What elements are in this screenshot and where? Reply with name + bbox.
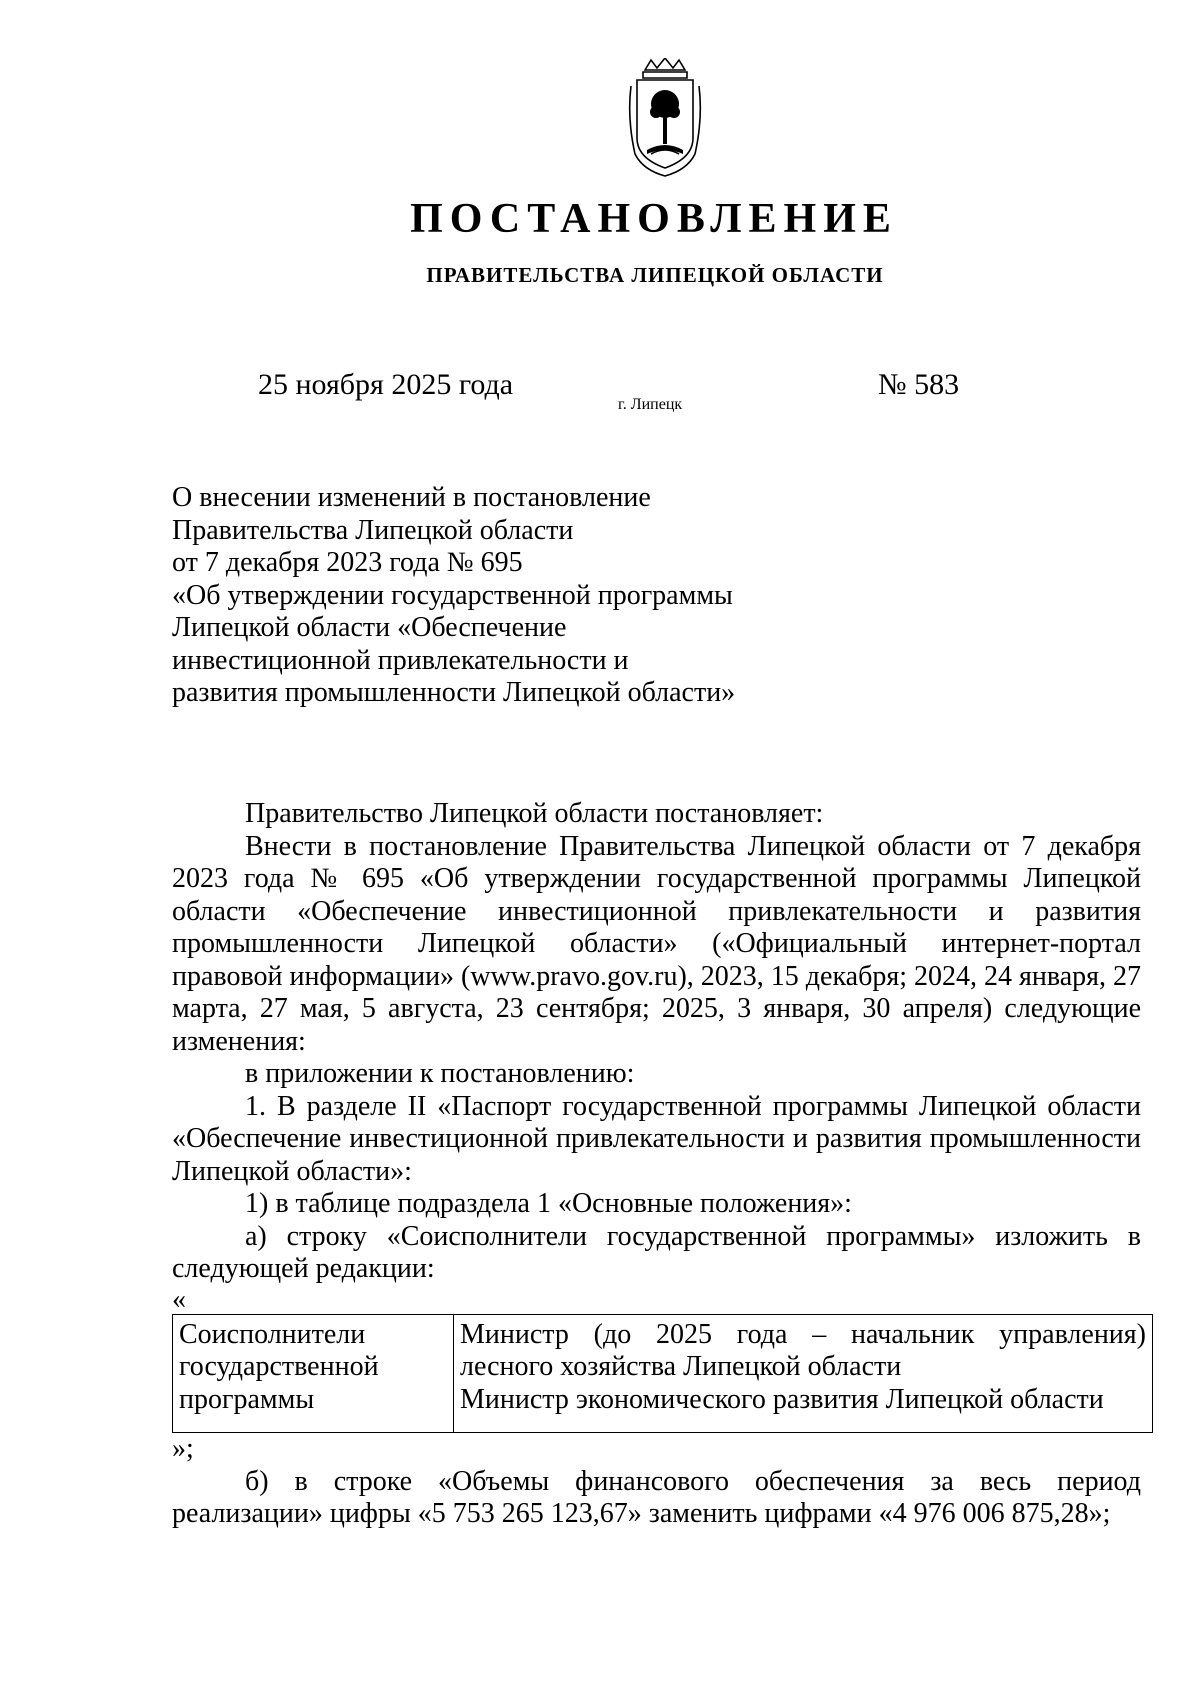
subject-line: О внесении изменений в постановление bbox=[172, 482, 651, 513]
table-cell-value bbox=[454, 1314, 1153, 1433]
subject-line: «Об утверждении государственной программы bbox=[172, 579, 733, 611]
body-paragraph: Внести в постановление Правительства Липецкой области от 7 декабря 2023 года № 695 «Об утверждении государственной программы Липецкой области «Обеспечение инвестиционной привлекательности и развития промышленности Липецкой области» («Официальный интернет-портал правовой информации» (www.pravo.gov.ru), 2023, 15 декабря; 2024, 24 января, 27 марта, 27 мая, 5 августа, 23 сентября; 2025, 3 января, 30 апреля) следующие изменения: bbox=[172, 830, 1142, 1057]
subject-line: инвестиционной привлекательности и bbox=[172, 644, 629, 676]
document-date: 25 ноября 2025 года bbox=[258, 368, 514, 401]
table-value-line: лесного хозяйства Липецкой области bbox=[460, 1351, 902, 1382]
body-paragraph: а) строку «Соисполнители государственной программы» изложить в следующей редакции: bbox=[172, 1220, 1141, 1284]
subject-line: от 7 декабря 2023 года № 695 bbox=[172, 547, 523, 578]
table-cell-label: Соисполнители государственной программы bbox=[173, 1314, 454, 1433]
document-subtitle: ПРАВИТЕЛЬСТВА ЛИПЕЦКОЙ ОБЛАСТИ bbox=[426, 263, 884, 287]
document-body bbox=[172, 798, 1146, 1531]
amendment-table bbox=[172, 1314, 1153, 1434]
subject-line: развития промышленности Липецкой области» bbox=[172, 677, 736, 708]
document-city: г. Липецк bbox=[618, 396, 683, 413]
document-number: № 583 bbox=[878, 368, 960, 401]
subject-line: Правительства Липецкой области bbox=[172, 514, 574, 546]
body-paragraph: 1. В разделе II «Паспорт государственной программы Липецкой области «Обеспечение инвестиционной привлекательности и развития промышленности Липецкой области»: bbox=[172, 1090, 1141, 1187]
body-paragraph: Правительство Липецкой области постановляет: bbox=[245, 798, 824, 829]
body-paragraph: 1) в таблице подраздела 1 «Основные положения»: bbox=[245, 1188, 852, 1219]
quote-open-mark: « bbox=[172, 1283, 186, 1315]
body-paragraph: в приложении к постановлению: bbox=[245, 1058, 635, 1089]
table-row bbox=[173, 1314, 1153, 1433]
table-value-line: Министр (до 2025 года – начальник управления) bbox=[460, 1318, 1146, 1350]
quote-close-mark: »; bbox=[172, 1433, 194, 1464]
document-subject bbox=[172, 482, 792, 710]
body-paragraph: б) в строке «Объемы финансового обеспечения за весь период реализации» цифры «5 753 265 123,67» заменить цифрами «4 976 006 875,28»; bbox=[172, 1465, 1141, 1529]
document-title: ПОСТАНОВЛЕНИЕ bbox=[410, 196, 898, 242]
subject-line: Липецкой области «Обеспечение bbox=[172, 612, 567, 643]
table-value-line: Министр экономического развития Липецкой области bbox=[460, 1383, 1104, 1415]
coat-of-arms-emblem bbox=[623, 58, 707, 178]
